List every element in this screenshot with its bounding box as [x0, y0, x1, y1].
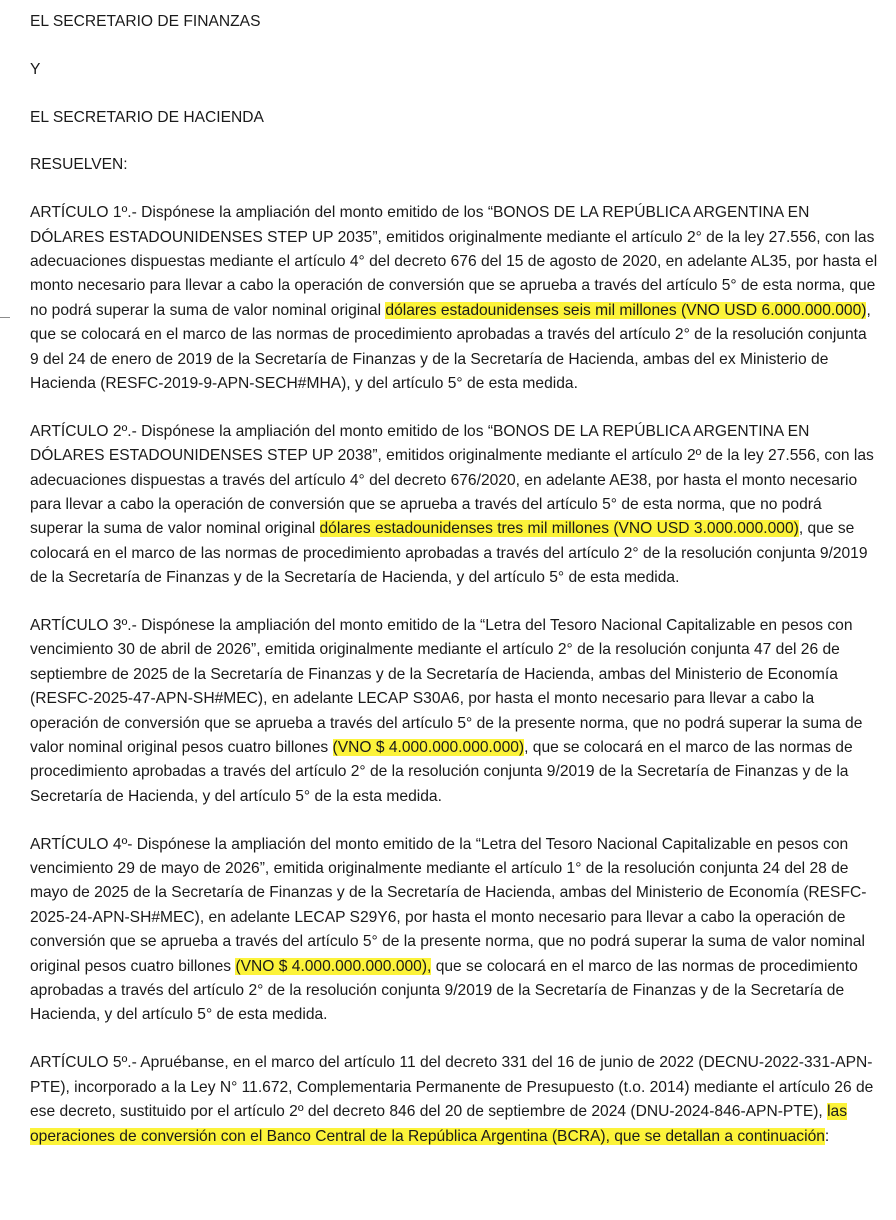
article-3-text: ARTÍCULO 3º.- Dispónese la ampliación del monto emitido de la “Letra del Tesoro Nacional Capitalizable en pesos con vencimiento 30 de abril de 2026”, emitida originalmente mediante el artículo 2° de la resolución conjunta 47 del 26 de septiembre de 2025 de la Secretaría de Finanzas y de la Secretaría de Hacienda, ambas del Ministerio de Economía (RESFC-2025-47-APN-SH#MEC), en adelante LECAP S30A6, por hasta el monto necesario para llevar a cabo la operación de conversión que se aprueba a través del artículo 5° de la presente norma, que no podrá superar la suma de valor nominal original pesos cuatro billones	[30, 617, 863, 757]
spacer	[30, 130, 878, 153]
article-5-highlight: las operaciones de conversión con el Banco Central de la República Argentina (BCRA), que se detallan a continuación	[30, 1103, 848, 1145]
spacer	[30, 396, 878, 419]
article-5-text-end: :	[824, 1127, 830, 1145]
article-2-text-end: , que se colocará en el marco de las normas de procedimiento aprobadas a través del artículo 2° de la resolución conjunta 9/2019 de la Secretaría de Finanzas y de la Secretaría de Hacienda, y del artículo 5° de esta medida.	[30, 520, 868, 587]
spacer	[30, 1028, 878, 1051]
signatory-hacienda: EL SECRETARIO DE HACIENDA	[30, 108, 264, 126]
article-4-highlight: (VNO $ 4.000.000.000.000),	[235, 957, 432, 975]
margin-tick-mark	[0, 317, 10, 318]
article-1-text-end: , que se colocará en el marco de las normas de procedimiento aprobadas a través del artículo 2° de la resolución conjunta 9 del 24 de enero de 2019 de la Secretaría de Finanzas y de la Secretaría de Hacienda, ambas del ex Ministerio de Hacienda (RESFC-2019-9-APN-SECH#MHA), y del artículo 5° de esta medida.	[30, 301, 871, 392]
article-3-text-end: , que se colocará en el marco de las normas de procedimiento aprobadas a través del artículo 2° de la resolución conjunta 9/2019 de la Secretaría de Finanzas y de la Secretaría de Hacienda, y del artículo 5° de la esta medida.	[30, 739, 853, 805]
article-3-highlight: (VNO $ 4.000.000.000.000)	[332, 739, 525, 757]
article-2-highlight: dólares estadounidenses tres mil millones (VNO USD 3.000.000.000)	[319, 520, 799, 538]
article-1-text: ARTÍCULO 1º.- Dispónese la ampliación del monto emitido de los “BONOS DE LA REPÚBLICA ARGENTINA EN DÓLARES ESTADOUNIDENSES STEP UP 2035”, emitidos originalmente mediante el artículo 2° de la ley 27.556, con las adecuaciones dispuestas mediante el artículo 4° del decreto 676 del 15 de agosto de 2020, en adelante AL35, por hasta el monto necesario para llevar a cabo la operación de conversión que se aprueba a través del artículo 5° de esta norma, que no podrá superar la suma de valor nominal original	[30, 204, 878, 319]
spacer	[30, 178, 878, 201]
spacer	[30, 591, 878, 614]
signatory-finanzas: EL SECRETARIO DE FINANZAS	[30, 13, 261, 30]
article-3	[30, 614, 878, 809]
spacer	[30, 34, 878, 57]
article-1	[30, 201, 878, 396]
article-5-text: ARTÍCULO 5º.- Apruébanse, en el marco del artículo 11 del decreto 331 del 16 de junio de 2022 (DECNU-2022-331-APN-PTE), incorporado a la Ley N° 11.672, Complementaria Permanente de Presupuesto (t.o. 2014) mediante el artículo 26 de ese decreto, sustituido por el artículo 2º del decreto 846 del 20 de septiembre de 2024 (DNU-2024-846-APN-PTE),	[30, 1054, 874, 1121]
article-5	[30, 1051, 878, 1149]
spacer	[30, 809, 878, 832]
article-1-highlight: dólares estadounidenses seis mil millones (VNO USD 6.000.000.000)	[385, 301, 867, 319]
article-4-text: ARTÍCULO 4º- Dispónese la ampliación del monto emitido de la “Letra del Tesoro Nacional Capitalizable en pesos con vencimiento 29 de mayo de 2026”, emitida originalmente mediante el artículo 1° de la resolución conjunta 24 del 28 de mayo de 2025 de la Secretaría de Finanzas y de la Secretaría de Hacienda, ambas del Ministerio de Economía (RESFC-2025-24-APN-SH#MEC), en adelante LECAP S29Y6, por hasta el monto necesario para llevar a cabo la operación de conversión que se aprueba a través del artículo 5° de la presente norma, que no podrá superar la suma de valor nominal original pesos cuatro billones	[30, 835, 867, 975]
article-2-text: ARTÍCULO 2º.- Dispónese la ampliación del monto emitido de los “BONOS DE LA REPÚBLICA ARGENTINA EN DÓLARES ESTADOUNIDENSES STEP UP 2038”, emitidos originalmente mediante el artículo 2º de la ley 27.556, con las adecuaciones dispuestas a través del artículo 4° del decreto 676/2020, en adelante AE38, por hasta el monto necesario para llevar a cabo la operación de conversión que se aprueba a través del artículo 5° de esta norma, que no podrá superar la suma de valor nominal original	[30, 422, 874, 538]
resuelven-heading: RESUELVEN:	[30, 156, 128, 174]
document-page	[30, 10, 878, 1149]
article-2	[30, 420, 878, 591]
article-4	[30, 833, 878, 1028]
article-4-text-end: que se colocará en el marco de las normas de procedimiento aprobadas a través del artículo 2° de la resolución conjunta 9/2019 de la Secretaría de Finanzas y de la Secretaría de Hacienda, y del artículo 5° de esta medida.	[30, 957, 858, 1024]
spacer	[30, 82, 878, 105]
conjunction: Y	[30, 60, 41, 78]
